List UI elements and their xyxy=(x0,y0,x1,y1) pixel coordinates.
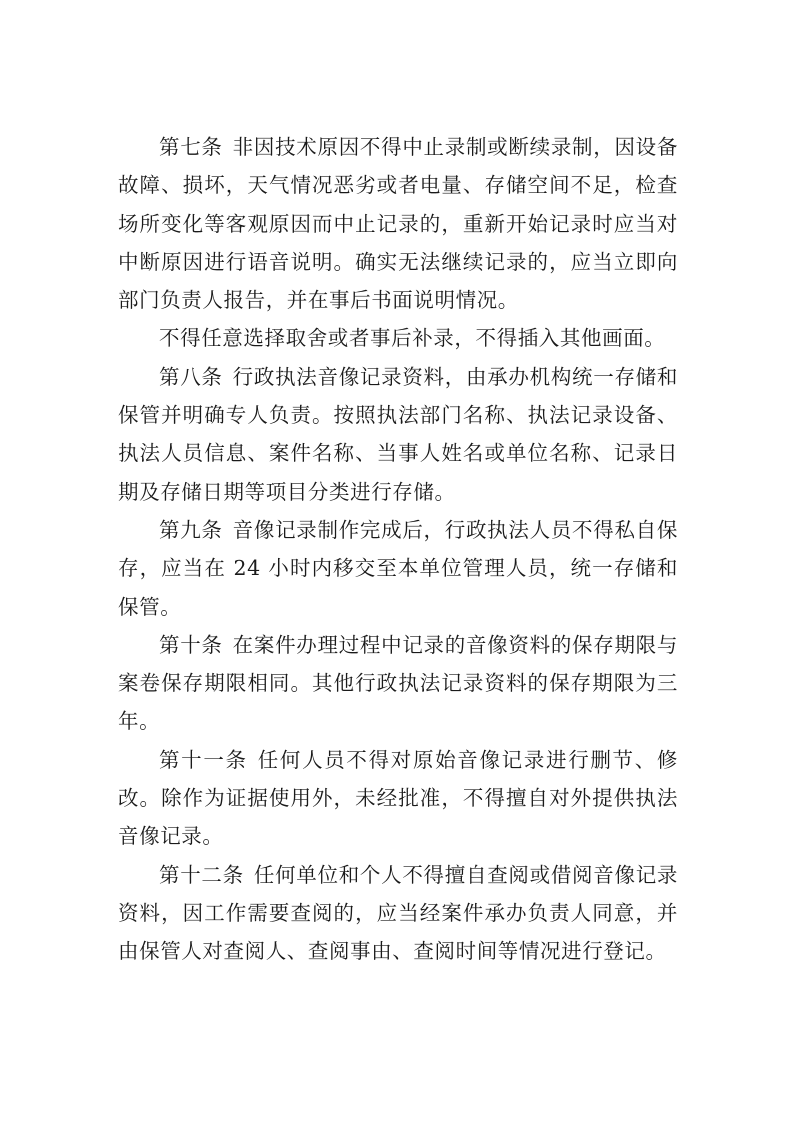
paragraph-article-10 xyxy=(118,626,678,741)
article-number: 第十条 xyxy=(159,632,223,657)
article-number: 第十二条 xyxy=(159,862,244,887)
article-text: 行政执法音像记录资料，由承办机构统一存储和保管并明确专人负责。按照执法部门名称、执法记录设备、执法人员信息、案件名称、当事人姓名或单位名称、记录日期及存储日期等项目分类进行存储。 xyxy=(118,364,678,504)
article-text: 非因技术原因不得中止录制或断续录制，因设备故障、损坏，天气情况恶劣或者电量、存储空间不足，检查场所变化等客观原因而中止记录的，重新开始记录时应当对中断原因进行语音说明。确实无法继续记录的，应当立即向部门负责人报告，并在事后书面说明情况。 xyxy=(118,135,678,313)
article-text: 不得任意选择取舍或者事后补录，不得插入其他画面。 xyxy=(159,326,666,351)
paragraph-article-11 xyxy=(118,741,678,856)
article-text: 音像记录制作完成后，行政执法人员不得私自保存，应当在 24 小时内移交至本单位管理人员，统一存储和保管。 xyxy=(118,517,678,619)
paragraph-article-7 xyxy=(118,128,678,319)
paragraph-article-8 xyxy=(118,358,678,511)
document-body xyxy=(118,128,678,971)
article-number: 第九条 xyxy=(159,517,223,542)
paragraph-article-7-continued xyxy=(118,319,678,357)
article-text: 任何单位和个人不得擅自查阅或借阅音像记录资料，因工作需要查阅的，应当经案件承办负责人同意，并由保管人对查阅人、查阅事由、查阅时间等情况进行登记。 xyxy=(118,862,679,964)
article-number: 第七条 xyxy=(159,135,223,159)
article-number: 第十一条 xyxy=(159,747,248,772)
article-text: 在案件办理过程中记录的音像资料的保存期限与案卷保存期限相同。其他行政执法记录资料的保存期限为三年。 xyxy=(118,632,678,734)
article-text: 任何人员不得对原始音像记录进行删节、修改。除作为证据使用外，未经批准，不得擅自对外提供执法音像记录。 xyxy=(118,747,678,849)
article-number: 第八条 xyxy=(159,364,223,389)
paragraph-article-12 xyxy=(118,856,678,971)
paragraph-article-9 xyxy=(118,511,678,626)
